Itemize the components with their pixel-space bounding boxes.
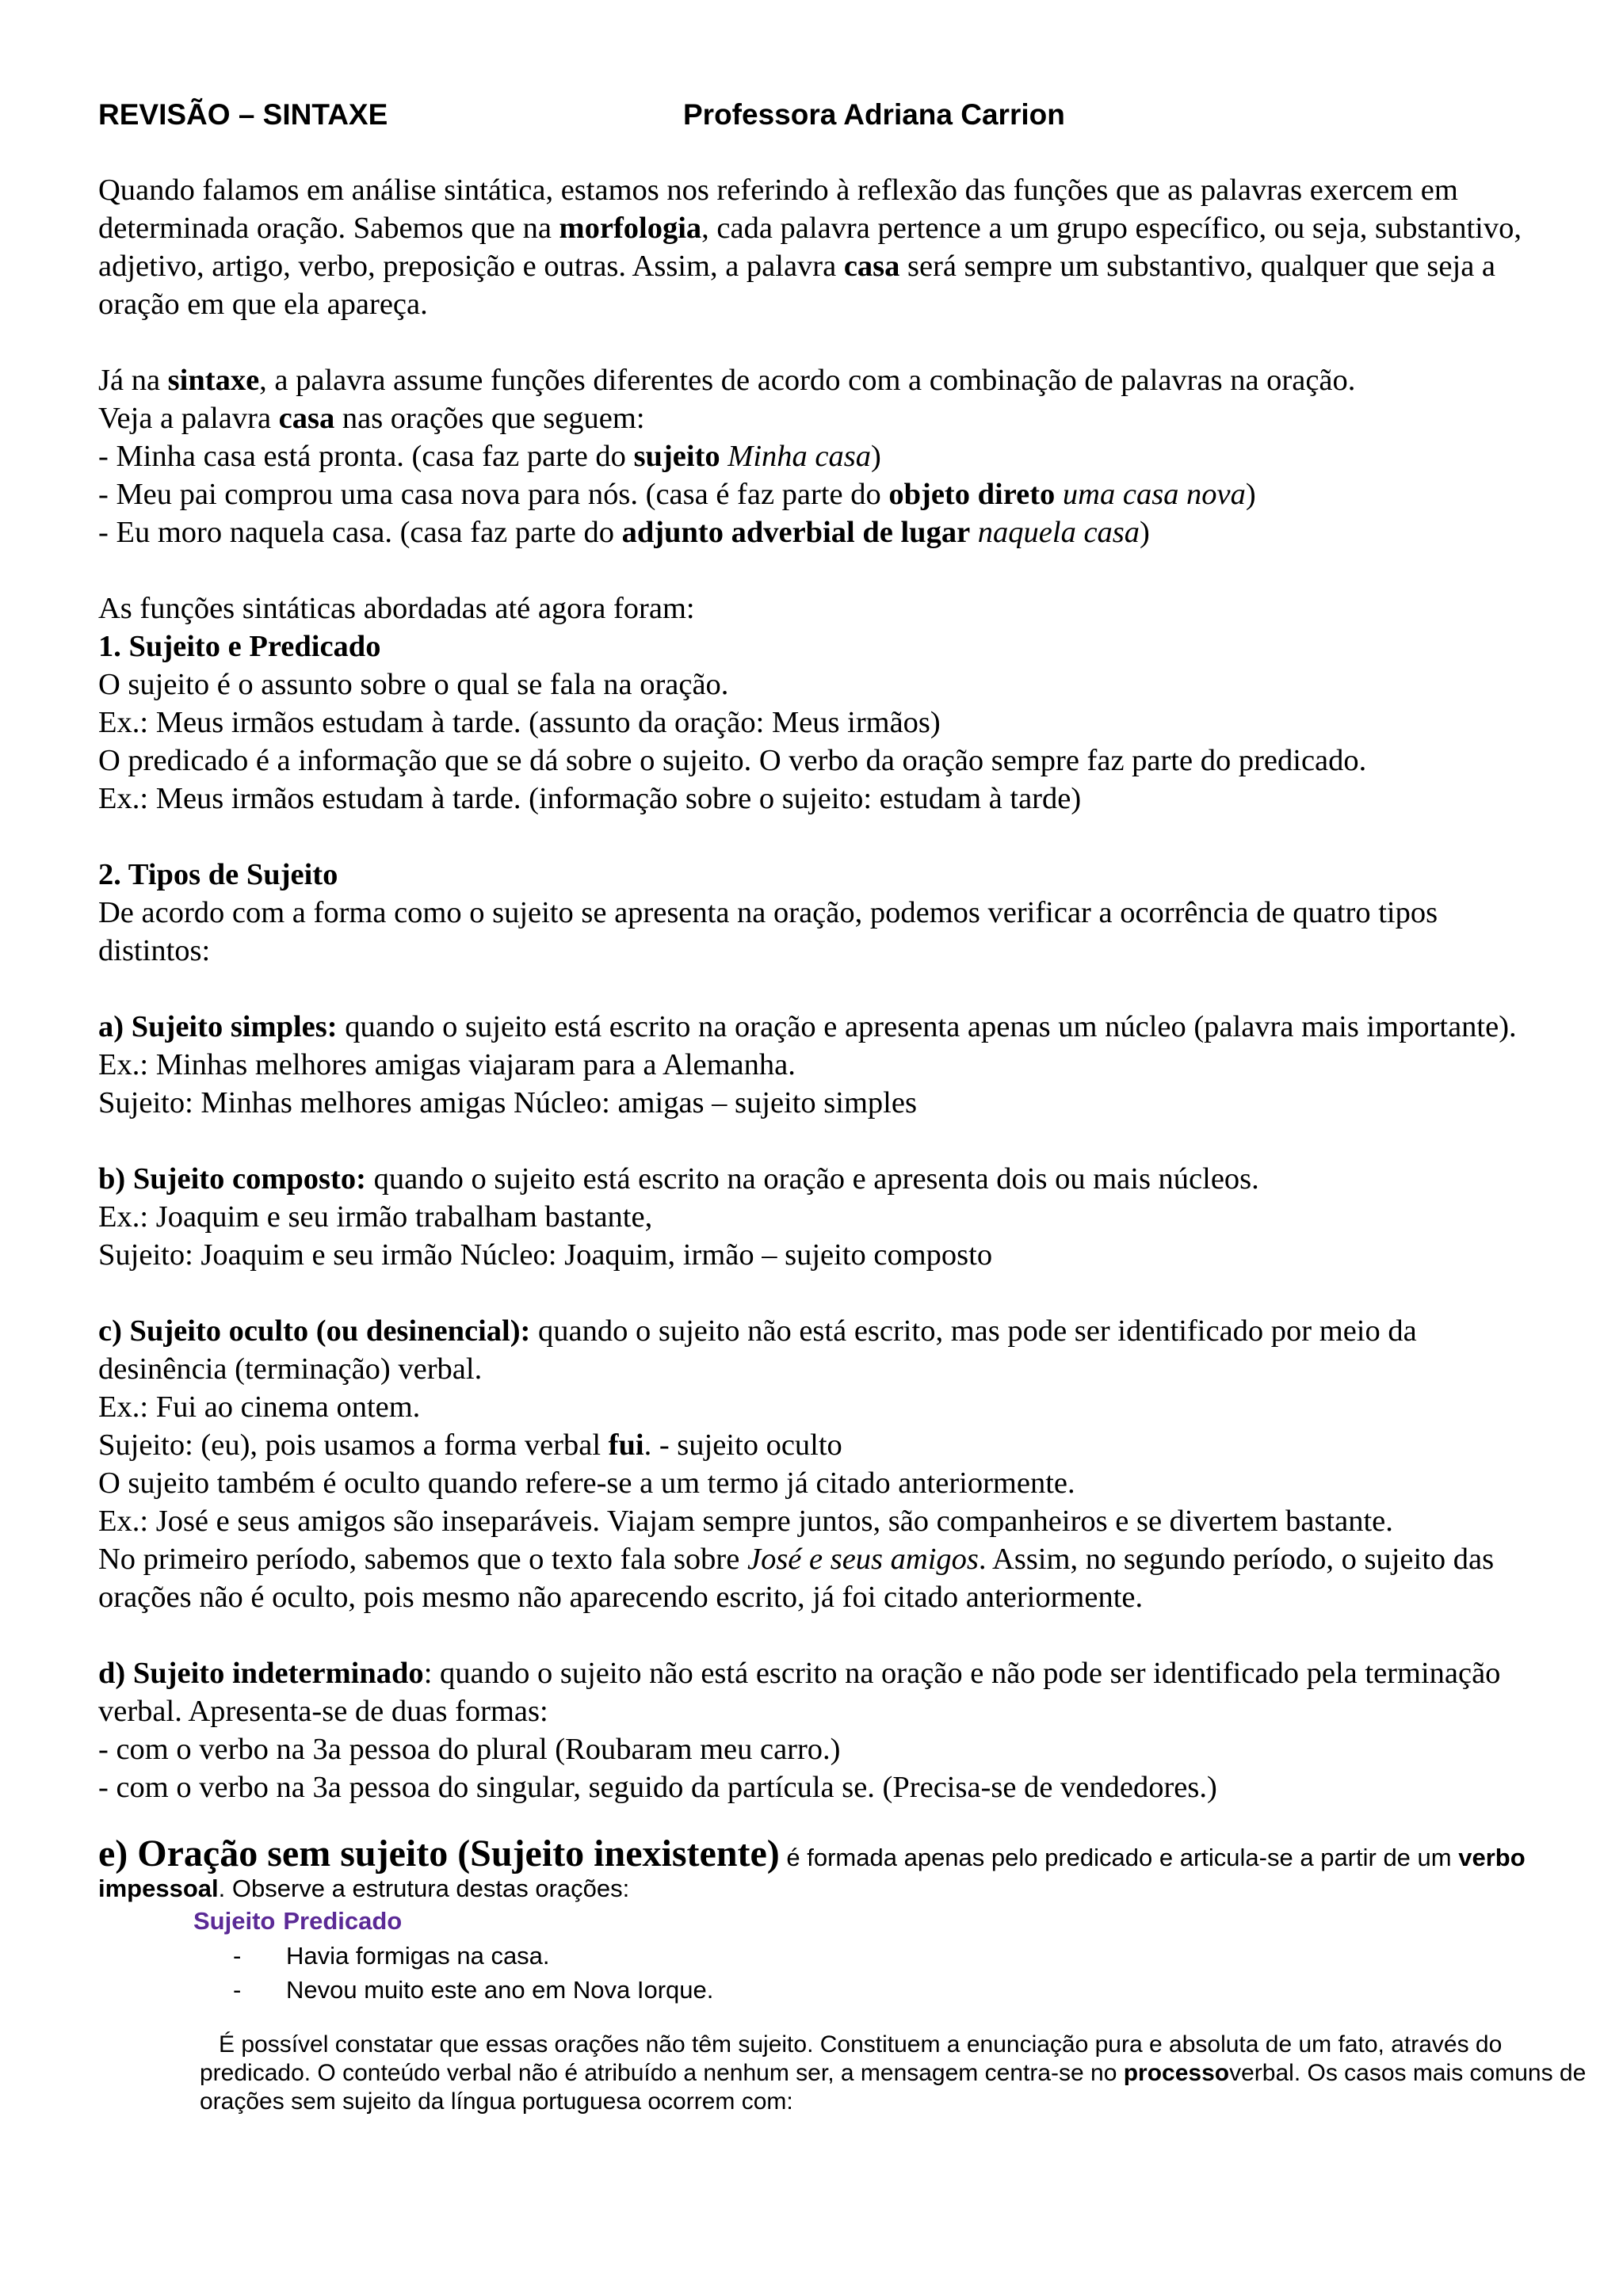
section2-intro: De acordo com a forma como o sujeito se apresenta na oração, podemos verificar a ocorrência de quatro tipos distintos: <box>98 896 1438 967</box>
form-line: - com o verbo na 3a pessoa do plural (Roubaram meu carro.) <box>98 1733 841 1766</box>
list-item: - Havia formigas na casa. <box>233 1942 550 1970</box>
document-body <box>98 171 1587 2116</box>
subject-line: Sujeito: Joaquim e seu irmão Núcleo: Joaquim, irmão – sujeito composto <box>98 1238 993 1272</box>
example-line: - Minha casa está pronta. (casa faz parte do sujeito Minha casa) <box>98 440 881 473</box>
example-line: - Meu pai comprou uma casa nova para nós. (casa é faz parte do objeto direto uma casa nova) <box>98 478 1256 511</box>
closing-paragraph: É possível constatar que essas orações não têm sujeito. Constituem a enunciação pura e absoluta de um fato, através do predicado. O conteúdo verbal não é atribuído a nenhum ser, a mensagem centra-se no processoverbal. Os casos mais comuns de orações sem sujeito da língua portuguesa ocorrem com: <box>200 2031 1587 2115</box>
example-line: Ex.: Joaquim e seu irmão trabalham bastante, <box>98 1200 653 1234</box>
section1-line: O predicado é a informação que se dá sobre o sujeito. O verbo da oração sempre faz parte do predicado. <box>98 744 1367 777</box>
subject-type-b: b) Sujeito composto: quando o sujeito está escrito na oração e apresenta dois ou mais núcleos. <box>98 1162 1259 1196</box>
subject-type-a: a) Sujeito simples: quando o sujeito está escrito na oração e apresenta apenas um núcleo (palavra mais importante). <box>98 1010 1517 1043</box>
subject-type-c: c) Sujeito oculto (ou desinencial): quando o sujeito não está escrito, mas pode ser identificado por meio da desinência (terminação) verbal. <box>98 1314 1417 1386</box>
subject-type-d: d) Sujeito indeterminado: quando o sujeito não está escrito na oração e não pode ser identificado pela terminação verbal. Apresenta-se de duas formas: <box>98 1657 1501 1728</box>
section1-line: Ex.: Meus irmãos estudam à tarde. (informação sobre o sujeito: estudam à tarde) <box>98 782 1082 815</box>
label-sujeito: Sujeito <box>193 1907 276 1935</box>
example-line: Ex.: Fui ao cinema ontem. <box>98 1390 421 1424</box>
example-line: Ex.: Minhas melhores amigas viajaram para a Alemanha. <box>98 1048 796 1081</box>
section1-lead: As funções sintáticas abordadas até agora foram: <box>98 592 695 625</box>
intro-paragraph: Quando falamos em análise sintática, estamos nos referindo à reflexão das funções que as palavras exercem em determinada oração. Sabemos que na morfologia, cada palavra pertence a um grupo específico, ou seja, substantivo, adjetivo, artigo, verbo, preposição e outras. Assim, a palavra casa será sempre um substantivo, qualquer que seja a oração em que ela apareça. <box>98 174 1522 321</box>
section1-line: O sujeito é o assunto sobre o qual se fala na oração. <box>98 668 729 701</box>
section1-heading: 1. Sujeito e Predicado <box>98 630 381 663</box>
structure-labels <box>193 1904 1549 1939</box>
example-line: - Eu moro naquela casa. (casa faz parte do adjunto adverbial de lugar naquela casa) <box>98 516 1150 549</box>
label-predicado: Predicado <box>283 1907 403 1935</box>
document-title: REVISÃO – SINTAXE <box>98 98 388 131</box>
explanation-line: O sujeito também é oculto quando refere-se a um termo já citado anteriormente. <box>98 1466 1075 1500</box>
subject-line: Sujeito: (eu), pois usamos a forma verbal fui. - sujeito oculto <box>98 1428 842 1462</box>
explanation-line: No primeiro período, sabemos que o texto fala sobre José e seus amigos. Assim, no segundo período, o sujeito das orações não é oculto, pois mesmo não aparecendo escrito, já foi citado anteriormente. <box>98 1543 1495 1614</box>
casa-intro-line: Veja a palavra casa nas orações que seguem: <box>98 402 645 435</box>
example-list <box>98 1939 1549 2007</box>
section1-line: Ex.: Meus irmãos estudam à tarde. (assunto da oração: Meus irmãos) <box>98 706 941 739</box>
example-line: Ex.: José e seus amigos são inseparáveis. Viajam sempre juntos, são companheiros e se divertem bastante. <box>98 1505 1393 1538</box>
subject-line: Sujeito: Minhas melhores amigas Núcleo: amigas – sujeito simples <box>98 1086 917 1119</box>
subject-type-e: e) Oração sem sujeito (Sujeito inexistente) é formada apenas pelo predicado e articula-se a partir de um verbo impessoal. Observe a estrutura destas orações: <box>98 1833 1526 1902</box>
form-line: - com o verbo na 3a pessoa do singular, seguido da partícula se. (Precisa-se de vendedores.) <box>98 1771 1217 1804</box>
syntax-paragraph: Já na sintaxe, a palavra assume funções diferentes de acordo com a combinação de palavras na oração. <box>98 364 1356 397</box>
author-name: Professora Adriana Carrion <box>683 98 1065 131</box>
list-item: - Nevou muito este ano em Nova Iorque. <box>233 1976 714 2004</box>
section2-heading: 2. Tipos de Sujeito <box>98 858 338 891</box>
